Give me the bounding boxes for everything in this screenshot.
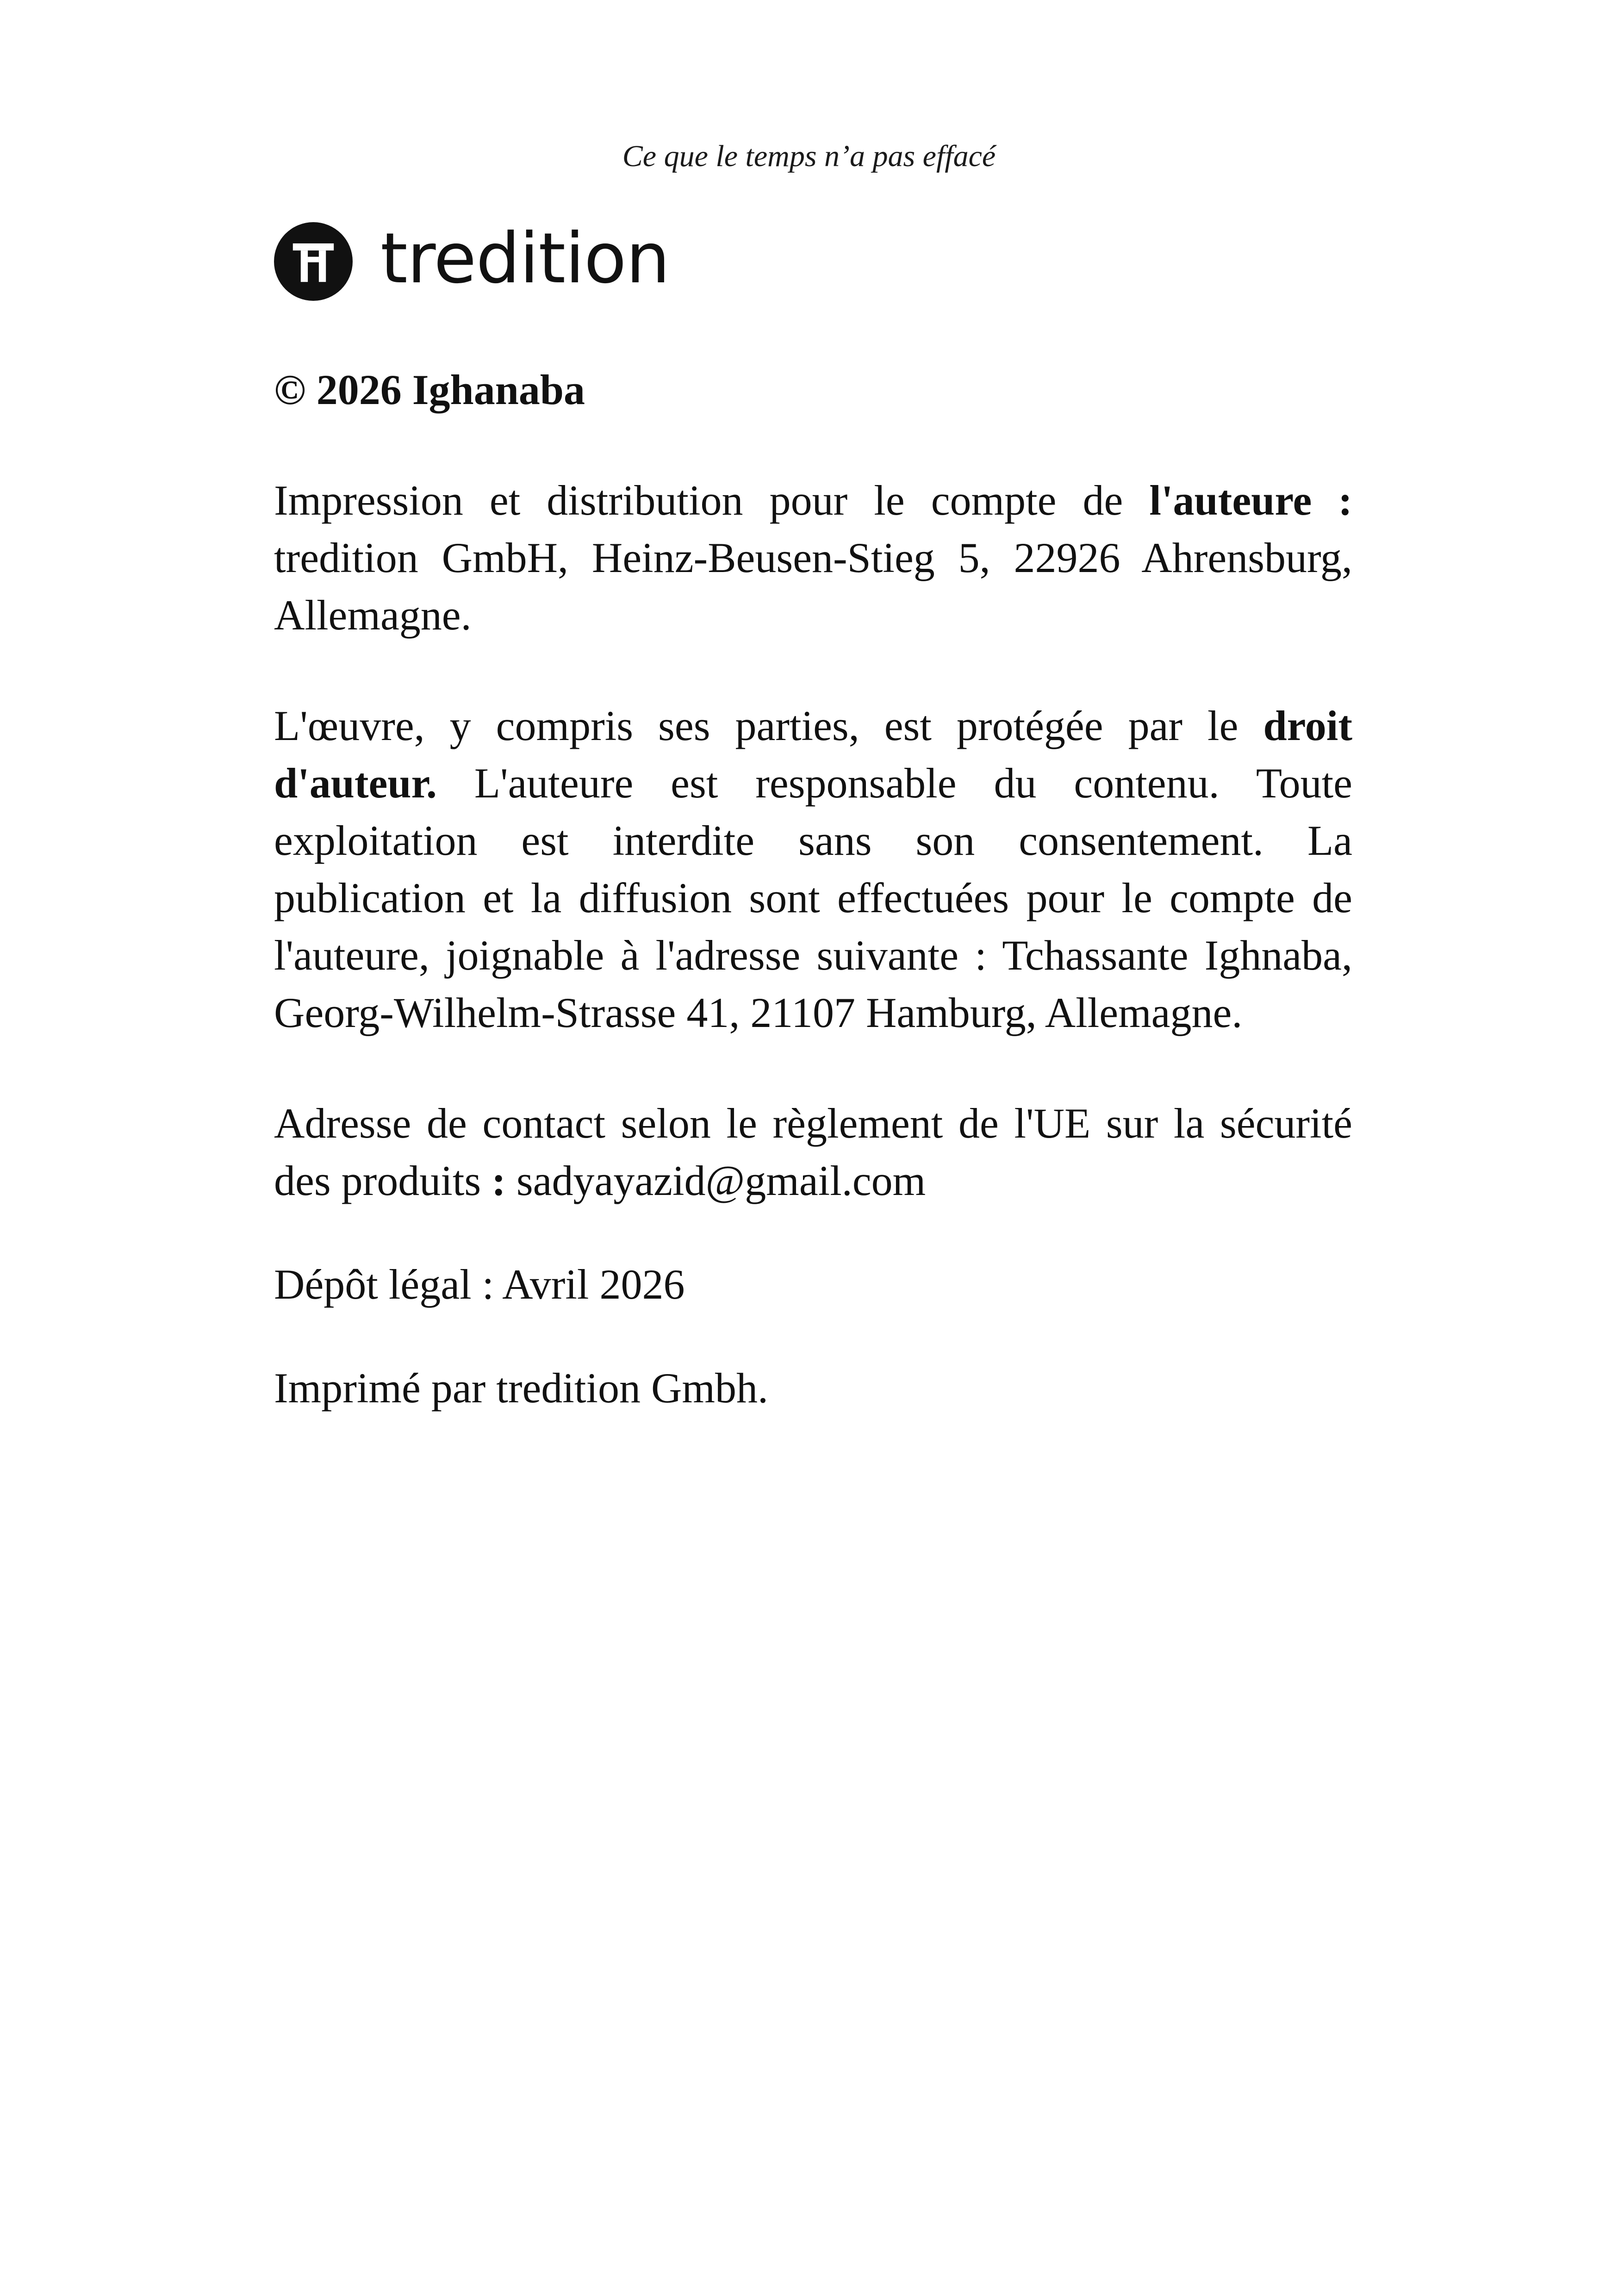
printing-paragraph: [274, 472, 1352, 644]
rights-bold: droit d'auteur.: [274, 702, 1352, 807]
tredition-logo-icon: [274, 222, 353, 301]
contact-paragraph: [274, 1095, 1352, 1209]
printing-text: Impression et distribution pour le compte de: [274, 477, 1150, 524]
imprint-content: [274, 361, 1352, 1470]
contact-colon: :: [492, 1157, 506, 1204]
publisher-logo: [274, 220, 670, 303]
rights-details: L'auteure est responsable du contenu. Toute exploitation est interdite sans son consentement. La publication et la diffusion sont effectuées pour le compte de l'auteure, joignable à l'adresse suivante : Tchassante Ighnaba, Georg-Wilhelm-Strasse 41, 21107 Hamburg, Allemagne.: [274, 759, 1352, 1036]
printing-address: tredition GmbH, Heinz-Beusen-Stieg 5, 22926 Ahrensburg, Allemagne.: [274, 534, 1352, 639]
contact-text: Adresse de contact selon le règlement de l'UE sur la sécurité des produits: [274, 1100, 1352, 1204]
contact-email: sadyayazid@gmail.com: [505, 1157, 926, 1204]
copyright-line: © 2026 Ighanaba: [274, 366, 585, 413]
printed-by: Imprimé par tredition Gmbh.: [274, 1364, 768, 1412]
logo-wordmark: tredition: [380, 218, 670, 299]
rights-text: L'œuvre, y compris ses parties, est protégée par le: [274, 702, 1263, 749]
running-header: Ce que le temps n’a pas effacé: [622, 139, 996, 173]
printing-bold: l'auteure :: [1149, 477, 1352, 524]
rights-paragraph: [274, 697, 1352, 1041]
legal-deposit: Dépôt légal : Avril 2026: [274, 1261, 685, 1308]
